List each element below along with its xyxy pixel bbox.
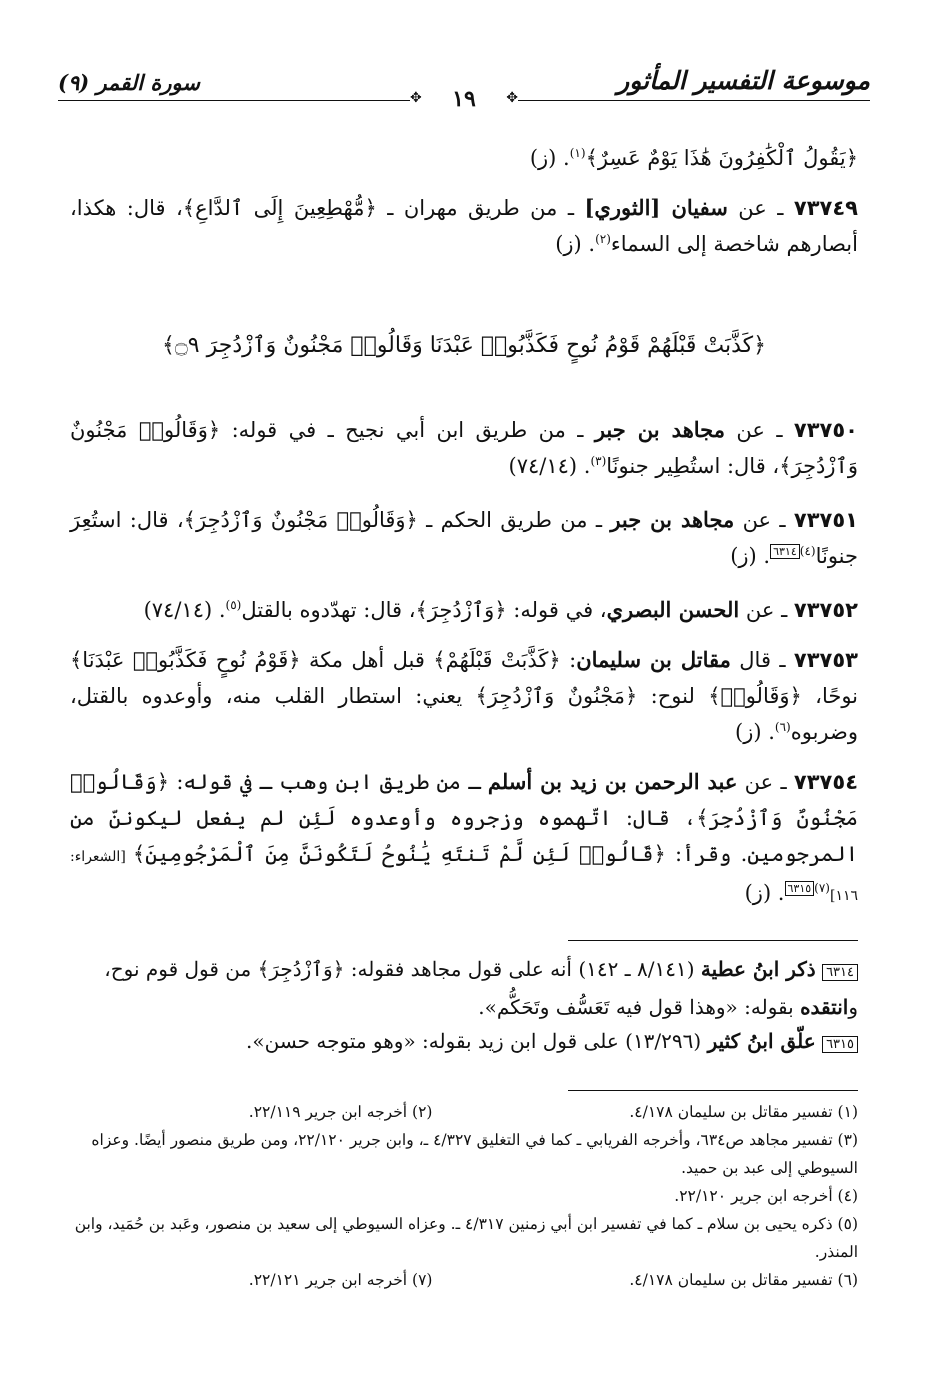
footnote-6: (٦) تفسير مقاتل بن سليمان ٤/١٧٨. — [629, 1271, 858, 1289]
footnotes-divider — [568, 1090, 858, 1091]
note-6314: ٦٣١٤ ذكر ابنُ عطية (٨/١٤١ ـ ١٤٢) أنه على قول مجاهد فقوله: ﴿وَٱزْدُجِرَ﴾ من قول قوم نوح، وانتقده بقوله: «وهذا قول فيه تَعَسُّف وتَحَكُّم». — [104, 957, 858, 1019]
entry-73749: ٧٣٧٤٩ ـ عن سفيان [الثوري] ـ من طريق مهران ـ ﴿مُّهْطِعِينَ إِلَى ٱلدَّاعِ﴾، قال: هكذا، أبصارهم شاخصة إلى السماء$^{(٢)}$. (ز) — [70, 195, 858, 256]
entry-73751: ٧٣٧٥١ ـ عن مجاهد بن جبر ـ من طريق الحكم ـ ﴿وَقَالُوا۟ مَجْنُونٌ وَٱزْدُجِرَ﴾، قال: استُعِرَ جنونًا$^{(٤)٦٣١٤}$. (ز) — [70, 507, 858, 568]
note-6315: ٦٣١٥ علّق ابنُ كثير (١٣/٢٩٦) على قول ابن زيد بقوله: «وهو متوجه حسن». — [70, 1024, 858, 1062]
footnote-4: (٤) أخرجه ابن جرير ٢٢/١٢٠. — [674, 1187, 858, 1205]
footnote-1: (١) تفسير مقاتل بن سليمان ٤/١٧٨. — [629, 1103, 858, 1121]
notes-divider — [568, 940, 858, 941]
footnote-3: (٣) تفسير مجاهد ص٦٣٤، وأخرجه الفريابي ـ كما في التغليق ٤/٣٢٧ ـ، وابن جرير ٢٢/١٢٠، ومن طريق منصور أيضًا. وعزاه السيوطي إلى عبد بن حميد. — [91, 1131, 858, 1177]
footnote-7: (٧) أخرجه ابن جرير ٢٢/١٢١. — [248, 1271, 433, 1289]
entry-73754: ٧٣٧٥٤ ـ عن عبد الرحمن بن زيد بن أسلم ـ من طريق ابن وهب ـ في قوله: ﴿وَقَالُوا۟ مَجْنُونٌ وَٱزْدُجِرَ﴾، قال: اتّهموه وزجروه وأوعدوه لَئِن لم يفعل ليكوننّ من المرجومين. وقرأ: ﴿قَالُوا۟ لَئِن لَّمْ تَنتَهِ يَٰنُوحُ لَتَكُونَنَّ مِنَ ٱلْمَرْجُومِينَ﴾ [الشعراء: ١١٦]$^{(٧)٦٣١٥}$. (ز) — [70, 769, 859, 905]
cross-ref-box: ٦٣١٤ — [770, 544, 800, 559]
ornament-icon: ✥ — [410, 90, 422, 106]
page-number: ١٩ — [452, 86, 476, 112]
top-text — [70, 140, 858, 262]
scholar-notes — [70, 952, 858, 1062]
main-text — [70, 412, 858, 914]
page-header — [58, 66, 870, 116]
entry-73753: ٧٣٧٥٣ ـ قال مقاتل بن سليمان: ﴿كَذَّبَتْ قَبْلَهُمْ﴾ قبل أهل مكة ﴿قَوْمُ نُوحٍ فَكَذَّبُوا۟ عَبْدَنَا﴾ نوحًا، ﴿وَقَالُوا۟﴾ لنوح: ﴿مَجْنُونٌ وَٱزْدُجِرَ﴾ يعني: استطار القلب منه، وأوعدوه بالقتل، وضربوه$^{(٦)}$. (ز) — [70, 647, 859, 744]
footnote-5: (٥) ذكره يحيى بن سلام ـ كما في تفسير ابن أبي زمنين ٤/٣١٧ ـ. وعزاه السيوطي إلى سعيد بن منصور، وعَبد بن حُمَيد، وابن المنذر. — [74, 1215, 858, 1261]
footnote-2: (٢) أخرجه ابن جرير ٢٢/١١٩. — [248, 1103, 433, 1121]
surah-title: سورة القمر (٩) — [58, 70, 200, 95]
entry-continuation: ﴿يَقُولُ ٱلْكَٰفِرُونَ هَٰذَا يَوْمٌ عَسِرٌ﴾$^{(١)}$. (ز) — [529, 146, 858, 170]
book-title: موسوعة التفسير المأثور — [617, 66, 870, 95]
cross-ref-box: ٦٣١٥ — [785, 881, 815, 896]
footnotes — [70, 1098, 858, 1294]
footnote-row — [70, 1266, 858, 1294]
entry-73750: ٧٣٧٥٠ ـ عن مجاهد بن جبر ـ من طريق ابن أبي نجيح ـ في قوله: ﴿وَقَالُوا۟ مَجْنُونٌ وَٱزْدُجِرَ﴾، قال: استُطِير جنونًا$^{(٣)}$. (٧٤/١٤) — [70, 417, 858, 478]
ornament-icon: ✥ — [506, 90, 518, 106]
footnote-row — [70, 1098, 858, 1126]
quran-verse: ﴿كَذَّبَتْ قَبْلَهُمْ قَوْمُ نُوحٍ فَكَذَّبُوا۟ عَبْدَنَا وَقَالُوا۟ مَجْنُونٌ وَٱزْدُجِرَ ۝٩﴾ — [162, 333, 766, 358]
entry-73752: ٧٣٧٥٢ ـ عن الحسن البصري، في قوله: ﴿وَٱزْدُجِرَ﴾، قال: تهدّدوه بالقتل$^{(٥)}$. (٧٤/١٤) — [143, 597, 858, 622]
